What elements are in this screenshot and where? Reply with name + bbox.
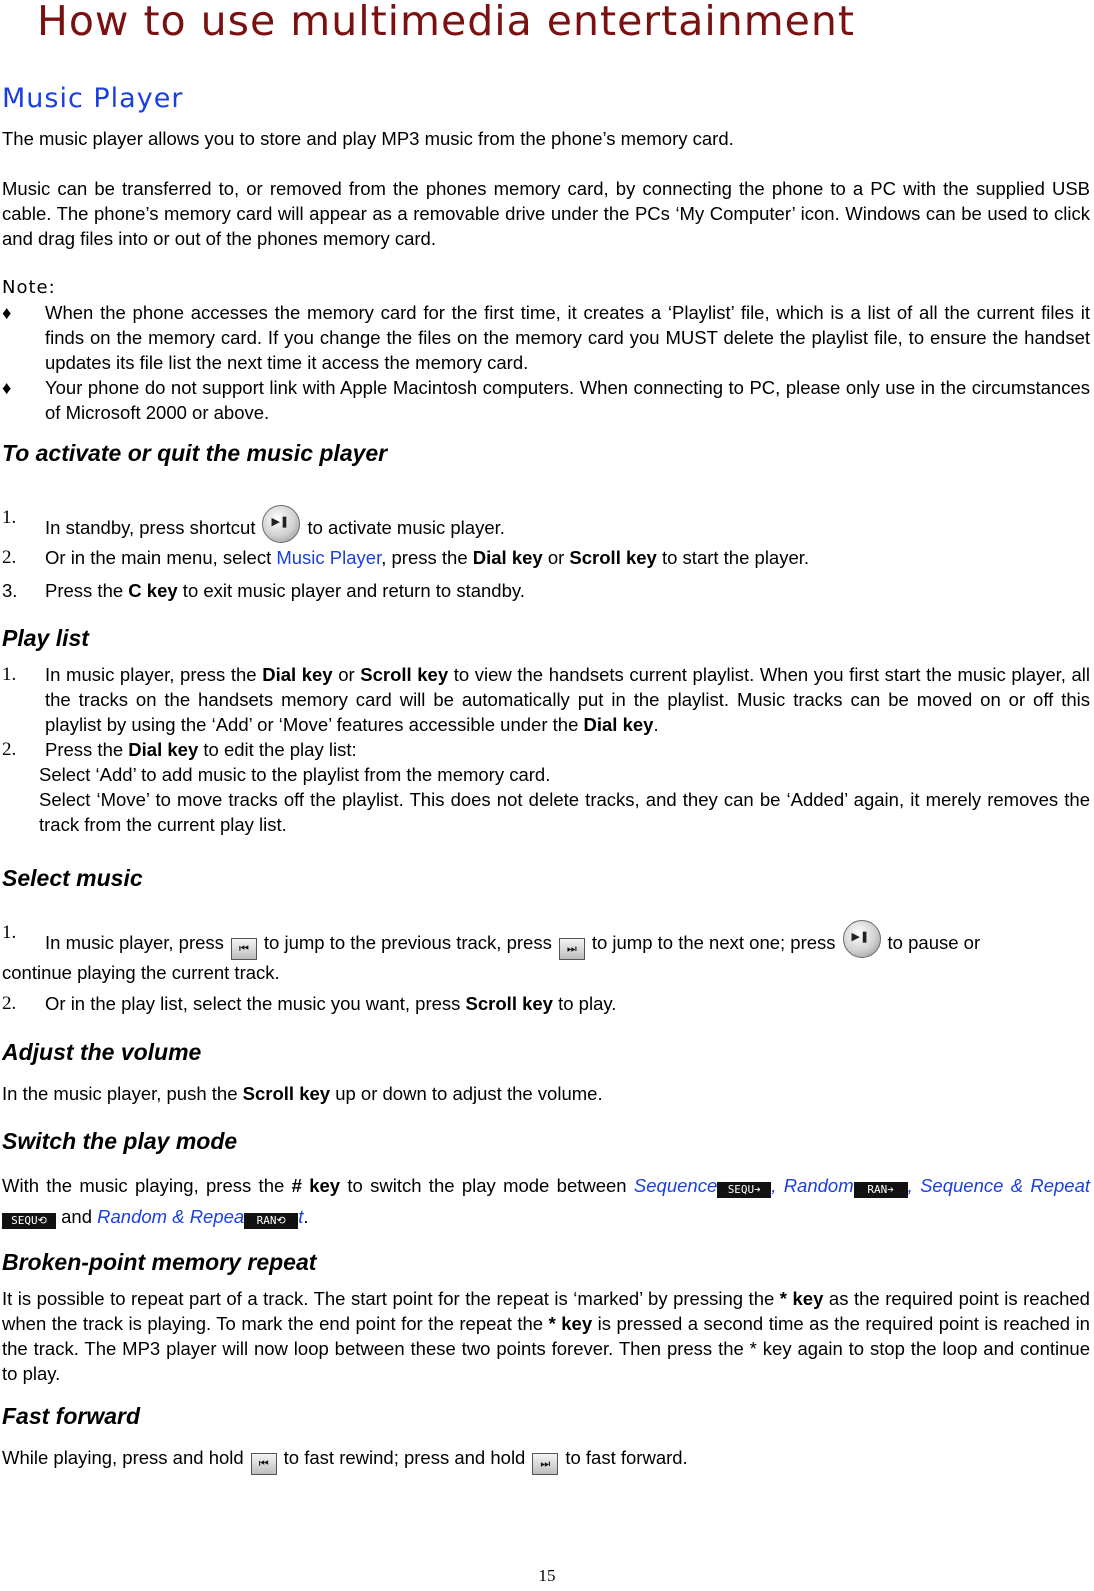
step-text: to activate music player. [307,517,505,538]
step-text: to exit music player and return to standby. [177,580,525,601]
playlist-sub-move: Select ‘Move’ to move tracks off the playlist. This does not delete tracks, and they can be ‘Added’ again, it merely removes the track from the current play list. [39,789,1090,835]
note-item [2,300,1090,375]
mode-sequence-repeat: , Sequence & Repeat [907,1175,1090,1196]
step-text: to view the handsets current playlist. When you first start the music player, all the tracks on the handsets memory card will be automatically put in the playlist. Music tracks can be moved on or off this playlist by using the ‘Add’ or ‘Move’ features accessible under the [45,664,1091,735]
mode-sequence: Sequence [633,1175,718,1196]
broken-text [2,1286,1090,1386]
page-title: How to use multimedia entertainment [37,0,855,45]
body-text: is pressed a second time as the required point is reached in the track. The MP3 player will now loop between these two points forever. Then press the * key again to stop the loop and continue to play. [2,1313,1090,1384]
key-name: * key [548,1313,593,1334]
sequence-repeat-mode-icon: SEQU⟲ [2,1213,56,1229]
step-number: 3. [2,580,18,601]
page-number: 15 [538,1566,556,1585]
volume-heading: Adjust the volume [2,1039,202,1065]
step-number: 1. [2,664,17,685]
step-text: In music player, press the [45,664,263,685]
step-text: In music player, press [45,932,224,953]
note-text: Your phone do not support link with Apple Macintosh computers. When connecting to PC, please only use in the circumstances of Microsoft 2000 or above. [45,377,1090,423]
playlist-heading: Play list [2,625,89,651]
key-name: C key [128,580,178,601]
intro-paragraph-2: Music can be transferred to, or removed from the phones memory card, by connecting the phone to a PC with the supplied USB cable. The phone’s memory card will appear as a removable drive under the PCs ‘My Computer’ icon. Windows can be used to click and drag files into or out of the phones memory card. [2,178,1090,249]
random-repeat-mode-icon: RAN⟲ [244,1213,298,1229]
playlist-sub-add: Select ‘Add’ to add music to the playlist from the memory card. [39,764,551,785]
key-name: Dial key [583,714,654,735]
note-item [2,375,1090,425]
key-name: Dial key [262,664,333,685]
play-pause-icon [262,505,300,543]
body-text: and [56,1206,98,1227]
playlist-step-2 [2,737,1090,762]
step-number: 2. [2,547,17,568]
note-label: Note: [2,277,56,298]
step-text: to pause or [887,932,981,953]
activate-step-2 [2,545,1090,570]
body-text: While playing, press and hold [2,1447,244,1468]
step-text: or [332,664,361,685]
step-text: to start the player. [656,547,810,568]
mode-random-repeat: Random & Repea [97,1206,245,1227]
section-title: Music Player [2,83,184,114]
body-text: as the required point is reached when the track is playing. To mark the end point for the repeat the [2,1288,1090,1334]
playmode-text [2,1170,1090,1232]
playlist-step-1 [2,662,1090,737]
activate-step-3 [2,578,1090,603]
note-text: When the phone accesses the memory card for the first time, it creates a ‘Playlist’ file, which is a list of all the current files it finds on the memory card. If you change the files on the memory card you MUST delete the playlist file, to ensure the handset updates its file list the next time it access the memory card. [45,302,1090,373]
step-text: to edit the play list: [198,739,357,760]
key-name: # key [291,1175,341,1196]
key-name: Scroll key [569,547,657,568]
select-step-1 [2,920,1090,960]
playmode-heading: Switch the play mode [2,1128,238,1154]
body-text: to switch the play mode between [340,1175,634,1196]
mode-random-repeat-end: t [298,1206,304,1227]
key-name: Dial key [128,739,199,760]
activate-step-1 [2,505,1090,543]
activate-heading: To activate or quit the music player [2,440,388,466]
playlist-steps [2,662,1090,837]
step-text: or [542,547,570,568]
key-name: Scroll key [242,1083,331,1104]
step-text: , press the [381,547,473,568]
body-text: to fast forward. [565,1447,688,1468]
body-text: . [303,1206,309,1227]
intro-paragraph-1: The music player allows you to store and play MP3 music from the phone’s memory card. [2,128,734,149]
previous-track-icon: ⏮ [251,1453,277,1475]
broken-heading: Broken-point memory repeat [2,1249,317,1275]
bullet-icon: ♦ [2,377,12,398]
step-number: 2. [2,993,17,1014]
step-text: Press the [45,739,129,760]
body-text: to fast rewind; press and hold [283,1447,526,1468]
select-step-1-cont: continue playing the current track. [2,962,280,983]
step-text: In standby, press shortcut [45,517,256,538]
random-mode-icon: RAN➔ [854,1182,908,1198]
key-name: Scroll key [465,993,553,1014]
next-track-icon: ⏭ [559,938,585,960]
note-block [2,275,1090,425]
body-text: With the music playing, press the [2,1175,292,1196]
step-text: to jump to the previous track, press [263,932,552,953]
mode-random: , Random [771,1175,854,1196]
sequence-mode-icon: SEQU➔ [717,1182,771,1198]
key-name: Dial key [472,547,543,568]
step-text: Press the [45,580,129,601]
body-text: up or down to adjust the volume. [330,1083,603,1104]
body-text: It is possible to repeat part of a track. The start point for the repeat is ‘marked’ by pressing the [2,1288,780,1309]
next-track-icon: ⏭ [532,1453,558,1475]
music-player-link: Music Player [276,547,382,568]
play-pause-icon [843,920,881,958]
step-number: 1. [2,922,17,943]
key-name: Scroll key [360,664,449,685]
step-text: . [653,714,659,735]
step-number: 2. [2,739,17,760]
step-number: 1. [2,507,17,528]
volume-text [2,1081,1090,1106]
previous-track-icon: ⏮ [231,938,257,960]
body-text: In the music player, push the [2,1083,243,1104]
fastforward-heading: Fast forward [2,1403,141,1429]
step-text: to play. [552,993,617,1014]
step-text: to jump to the next one; press [591,932,836,953]
select-heading: Select music [2,865,143,891]
bullet-icon: ♦ [2,302,12,323]
select-step-2 [2,991,1090,1016]
step-text: Or in the main menu, select [45,547,277,568]
key-name: * key [779,1288,824,1309]
step-text: Or in the play list, select the music you want, press [45,993,466,1014]
fastforward-text [2,1445,1090,1475]
